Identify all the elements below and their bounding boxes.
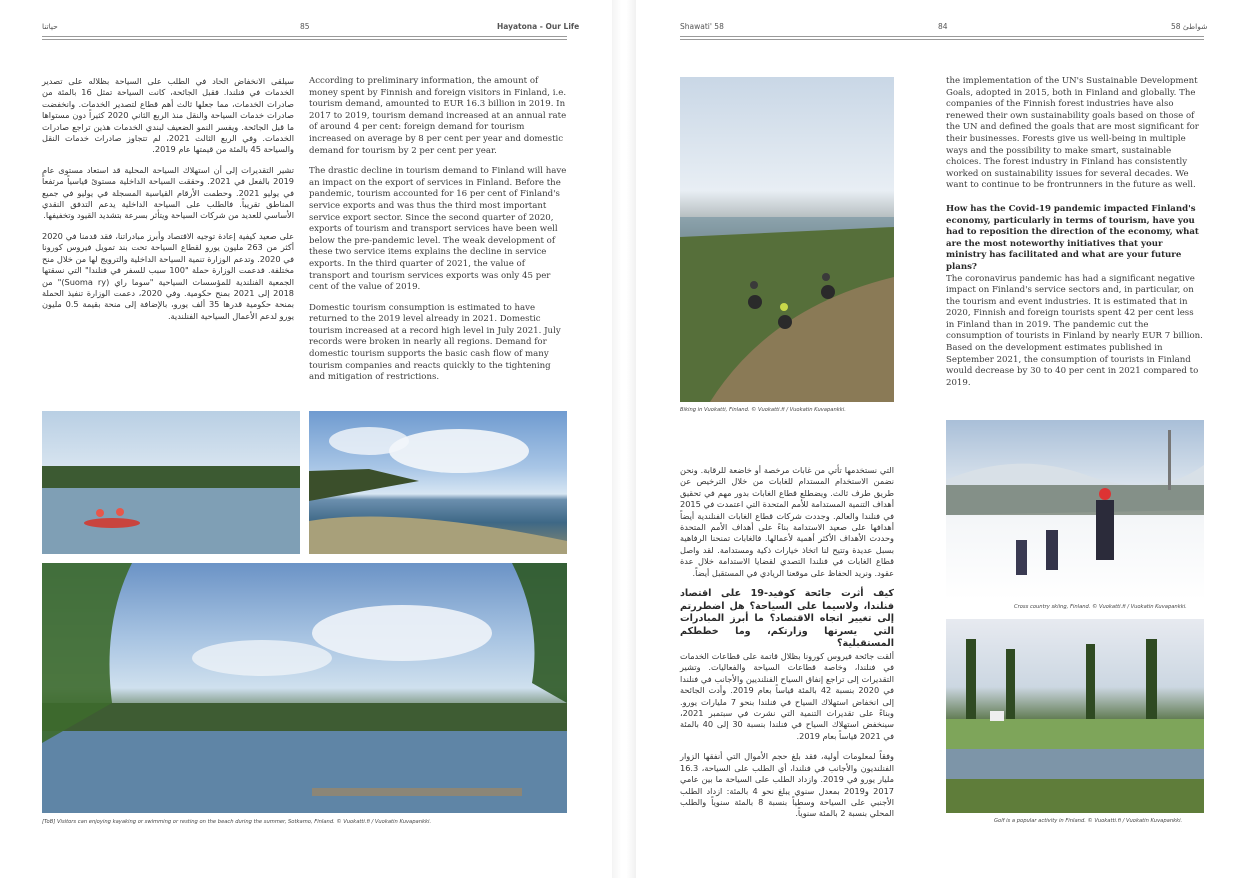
biking-scene	[680, 77, 894, 402]
arabic-paragraph: التي نستخدمها تأتي من غابات مرخصة أو خاضعة للرقابة. ونحن نضمن الاستخدام المستدام للغابات من خلال الترخيص عن طريق طرف ثالث. ويضطلع قطاع الغابات بدور مهم في تحقيق أهداف التنمية المستدامة للأمم المتحدة التي اعتمدت في 2015 في فنلندا والعالم. وجددت شركات قطاع الغابات الفنلندية أيضاً أهدافها على صعيد الاستدامة بناءً على أهداف الأمم المتحدة وحددت الأهداف الأكثر أهمية لأعمالها. فالغابات تمنحنا الرفاهية بسبل عديدة وتتيح لنا اتخاذ خيارات ذكية ومستدامة. لقد واصل قطاع الغابات في فنلندا التصدي لقضايا الاستدامة خلال عدة عقود. ونريد الحفاظ على موقعنا الريادي في المستقبل أيضاً.	[680, 465, 894, 578]
header-rule	[42, 36, 567, 37]
golf-caption: Golf is a popular activity in Finland. © Vuokatti.fi / Vuokatin Kuvapankki.	[994, 818, 1183, 824]
english-paragraph: the implementation of the UN's Sustainable Development Goals, adopted in 2015, both in Finland and globally. The companies of the Finnish forest industries have also renewed their own sustainability goals based on those of the UN and defined the goals that are most significant for their businesses. Forests give us well-being in multiple ways and the possibility to make smart, sustainable choices. The forest industry in Finland has consistently worked on sustainability issues for several decades. We want to continue to be frontrunners in the future as well.	[946, 76, 1199, 191]
page-number: 85	[300, 22, 310, 31]
biking-caption: Biking in Vuokatti, Finland. © Vuokatti.fi / Vuokatin Kuvapankki.	[680, 407, 846, 413]
beach-photo	[309, 411, 567, 554]
kayaking-photo	[42, 411, 300, 554]
biking-photo	[680, 77, 894, 402]
header-rule-2	[42, 39, 567, 40]
interview-question-arabic: كيف أثرت جائحة كوفيد-19 على اقتصاد فنلندا، ولاسيما على السياحة؟ هل اضطررتم إلى تغيير اتجاه الاقتصاد؟ ما أبرز المبادرات التي يسرتها وزارتكم، وما خططكم المستقبلية؟	[680, 588, 894, 650]
arabic-column	[680, 465, 894, 829]
arabic-paragraph: على صعيد كيفية إعادة توجيه الاقتصاد وأبرز مبادراتنا، فقد قدمنا في 2020 أكثر من 263 مليون يورو لقطاع السياحة تحت بند تمويل فيروس كورونا في 2020. وتدعم الوزارة تنمية السياحة الداخلية والترويج لها من خلال منح مختلفة. فدعمت الوزارة حملة "100 سبب للسفر في فنلندا" التي نسقتها الجمعية الفنلندية للمؤسسات السياحية "سوما راي (Suoma ry)" من 2018 إلى 2021 بمنح حكومية. وفي 2020، دعمت الوزارة تنفيذ الحملة بمنحة حكومية قدرها 35 ألف يورو، بالإضافة إلى منحة بقيمة 0.5 مليون يورو لدعم الأعمال السياحية الفنلندية.	[42, 230, 295, 321]
english-paragraph: The drastic decline in tourism demand to Finland will have an impact on the export of services in Finland. Before the pandemic, tourism accounted for 16 per cent of Finland's service exports and was thus the third most important service export sector. Since the second quarter of 2020, exports of tourism and transport services have been well below the pre-pandemic level. The weak development of these two service items explains the decline in service exports. In the third quarter of 2021, the value of transport and tourism services exports was only 45 per cent of the value of 2019.	[309, 166, 567, 293]
header-left-arabic: حياتنا	[42, 22, 58, 31]
header-rule	[680, 36, 1204, 37]
header-left-title: Shawati' 58	[680, 22, 724, 31]
skiing-scene	[946, 420, 1204, 600]
arabic-paragraph: سيلقى الانخفاض الحاد في الطلب على السياحة بظلاله على تصدير الخدمات في فنلندا. فقبل الجائحة، كانت السياحة تمثل 16 بالمئة من صادرات الخدمات، مما جعلها ثالث أهم قطاع لتصدير الخدمات. وانخفضت صادرات خدمات السياحة والنقل منذ الربع الثاني 2020 كثيراً دون مستواها ما قبل الجائحة. ويفسر النمو الضعيف لبندي الخدمات هذين تراجع صادرات الخدمات. وفي الربع الثالث 2021، لم تتجاوز صادرات خدمات النقل والسياحة 45 بالمئة من قيمتها عام 2019.	[42, 76, 294, 155]
lake-photo	[42, 563, 567, 813]
skiing-photo	[946, 420, 1204, 600]
golf-photo	[946, 619, 1204, 813]
arabic-column	[42, 76, 294, 331]
book-spine	[612, 0, 636, 878]
interview-question: How has the Covid-19 pandemic impacted Finland's economy, particularly in terms of tourism, have you had to reposition the direction of the economy, what are the most noteworthy initiatives that your ministry has facilitated and what are your future plans?	[946, 203, 1199, 272]
page-number: 84	[938, 22, 948, 31]
header-right-arabic: شواطئ 58	[1171, 22, 1208, 31]
english-paragraph: The coronavirus pandemic has had a significant negative impact on Finland's service sectors and, in particular, on the tourism and event industries. It is estimated that in 2020, Finnish and foreign tourists spent 42 per cent less in Finland than in 2019. The pandemic cut the consumption of tourists in Finland by nearly EUR 7 billion. Based on the development estimates published in September 2021, the consumption of tourists in Finland would decrease by 30 to 40 per cent in 2021 compared to 2019.	[946, 273, 1203, 388]
header-rule-2	[680, 39, 1204, 40]
arabic-paragraph: وفقاً لمعلومات أولية، فقد بلغ حجم الأموال التي أنفقها الزوار الفنلنديون والأجانب في فنلندا، أي الطلب على السياحة، 16.3 مليار يورو في 2019. وازداد الطلب على السياحة ما بين عامي 2017 و2019 بمعدل سنوي يبلغ نحو 4 بالمئة: ازداد الطلب الأجنبي على السياحة وسطياً بنسبة 8 بالمئة سنوياً والطلب المحلي بنسبة 2 بالمئة سنوياً.	[680, 751, 894, 819]
english-column	[309, 76, 567, 393]
beach-scene	[309, 411, 567, 554]
lake-scene	[42, 563, 567, 813]
english-paragraph: Domestic tourism consumption is estimated to have returned to the 2019 level already in 2021. Domestic tourism increased at a record high level in July 2021. July records were broken in nearly all regions. Demand for domestic tourism supports the basic cash flow of many tourism companies and reacts quickly to the tightening and mitigation of restrictions.	[309, 302, 561, 383]
golf-scene	[946, 619, 1204, 813]
header-title: Hayatona - Our Life	[497, 22, 580, 31]
english-paragraph: According to preliminary information, the amount of money spent by Finnish and foreign visitors in Finland, i.e. tourism demand, amounted to EUR 16.3 billion in 2019. In 2017 to 2019, tourism demand increased at an annual rate of around 4 per cent: foreign demand for tourism increased on average by 8 per cent per year and domestic demand for tourism by 2 per cent per year.	[309, 76, 567, 156]
left-page	[0, 0, 612, 878]
english-column	[946, 76, 1204, 398]
right-page	[636, 0, 1247, 878]
kayaking-scene	[42, 411, 300, 554]
photo-caption: [ToB] Visitors can enjoying kayaking or swimming or resting on the beach during the summer, Sotkamo, Finland. © Vuokatti.fi / Vuokatin Kuvapankki.	[42, 819, 432, 825]
skiing-caption: Cross country skiing, Finland. © Vuokatti.fi / Vuokatin Kuvapankki.	[1014, 604, 1187, 610]
arabic-paragraph: ألقت جائحة فيروس كورونا بظلال قاتمة على قطاعات الخدمات في فنلندا، وخاصة قطاعات السياحة والفعاليات. وتشير التقديرات إلى تراجع إنفاق السياح الفنلنديين والأجانب في فنلندا في 2020 بنسبة 42 بالمئة قياساً بعام 2019. وأدت الجائحة إلى انخفاض استهلاك السياح في فنلندا بنحو 7 مليارات يورو. وبناءً على تقديرات التنمية التي نشرت في سبتمبر 2021، سينخفض استهلاك السياح في فنلندا بنسبة 30 إلى 40 بالمئة في 2021 قياساً بعام 2019.	[680, 651, 894, 741]
arabic-paragraph: تشير التقديرات إلى أن استهلاك السياحة المحلية قد استعاد مستوى عام 2019 بالفعل في 2021. وحققت السياحة الداخلية مستوىً قياسياً مرتفعاً في يوليو 2021. وحطمت الأرقام القياسية المسجلة في يوليو في جميع المناطق تقريباً. فالطلب على السياحة الداخلية يدعم التدفق النقدي الأساسي للعديد من شركات السياحة ويتأثر بسرعة بتشديد القيود وتخفيفها.	[42, 164, 295, 221]
